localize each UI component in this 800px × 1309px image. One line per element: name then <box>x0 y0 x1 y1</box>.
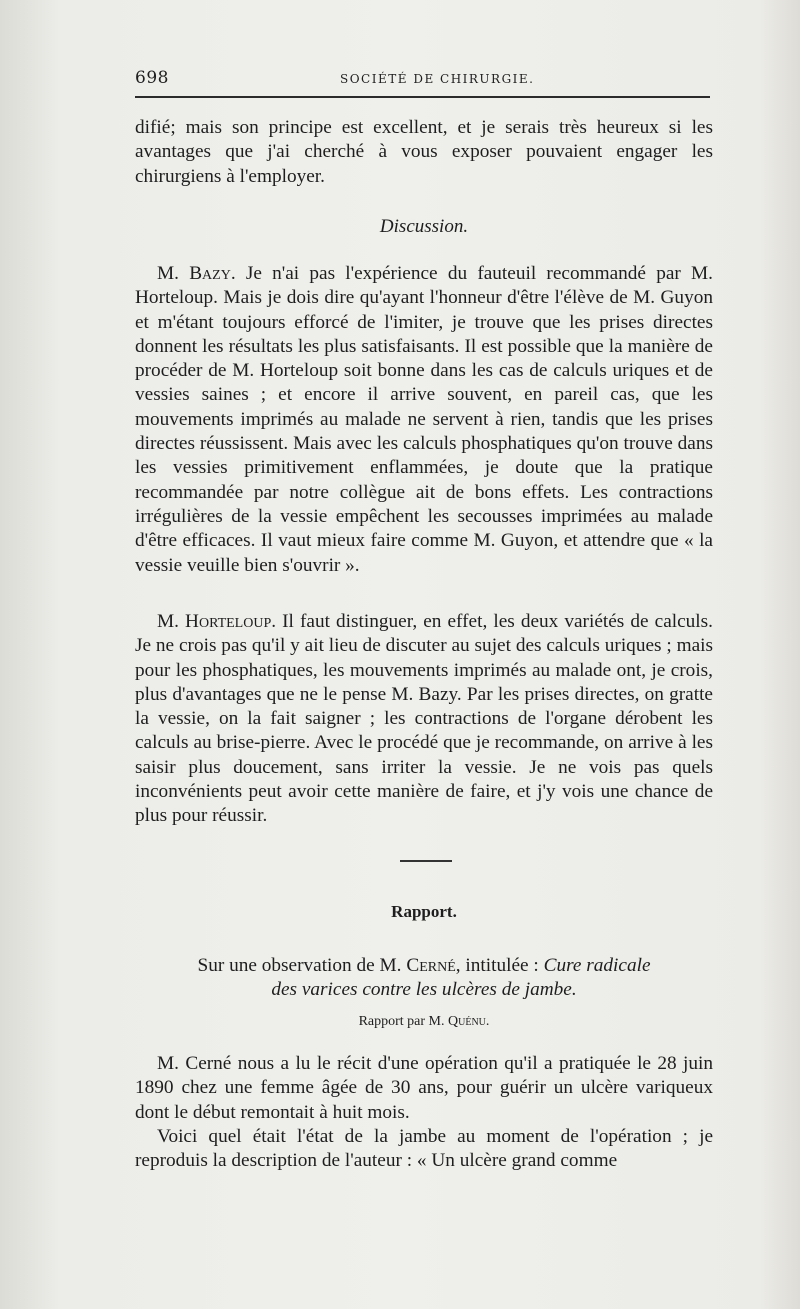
horteloup-paragraph <box>135 610 713 829</box>
byline-prefix: Rapport par M. <box>358 1014 449 1029</box>
continuation-paragraph <box>135 116 713 189</box>
horteloup-speaker: Horteloup <box>185 611 272 632</box>
byline-suffix: . <box>485 1014 490 1029</box>
page-header <box>135 68 710 92</box>
subtitle-prefix: Sur une observation de M. <box>197 955 407 976</box>
bazy-prefix: M. <box>157 263 190 284</box>
bazy-paragraph <box>135 262 713 578</box>
subtitle-italic-2: des varices contre les ulcères de jambe. <box>271 979 577 1000</box>
subtitle-author: Cerné <box>406 955 456 976</box>
rapport-paragraph-1: M. Cerné nous a lu le récit d'une opération qu'il a pratiquée le 28 juin 1890 chez une femme âgée de 30 ans, pour guérir un ulcère variqueux dont le début remontait à huit mois. <box>135 1053 713 1123</box>
rapport-subtitle <box>135 954 713 1002</box>
rapport-byline <box>135 1014 713 1030</box>
running-head: SOCIÉTÉ DE CHIRURGIE. <box>340 72 535 86</box>
header-rule <box>135 96 710 98</box>
horteloup-text: . Il faut distinguer, en effet, les deux variétés de calculs. Je ne crois pas qu'il y ait lieu de discuter au sujet des calculs uriques ; mais pour les phosphatiques, les mouvements imprimés au malade ont, je crois, plus d'avantages que ne le pense M. Bazy. Par les prises directes, on gratte la vessie, on la fait saigner ; les contractions de l'organe dérobent les calculs au brise-pierre. Avec le procédé que je recommande, on arrive à les saisir plus doucement, sans irriter la vessie. Je ne vois pas quels inconvénients peut avoir cette manière de faire, et j'y vois une chance de plus pour réussir. <box>135 611 713 827</box>
page-number: 698 <box>135 68 169 88</box>
horteloup-prefix: M. <box>157 611 186 632</box>
subtitle-mid: , intitulée : <box>455 955 544 976</box>
bazy-text: . Je n'ai pas l'expérience du fauteuil recommandé par M. Horteloup. Mais je dois dire qu'ayant l'honneur d'être l'élève de M. Guyon et m'étant toujours efforcé de l'imiter, je trouve que les prises directes donnent les résultats les plus satisfaisants. Il est possible que la manière de procéder de M. Horteloup soit bonne dans les cas de calculs uriques et de vessies saines ; et encore il arrive souvent, en pareil cas, que les mouvements imprimés au malade ne servent à rien, tandis que les prises directes réussissent. Mais avec les calculs phosphatiques qu'on trouve dans les vessies primitivement enflammées, je doute que la pratique recommandée par notre collègue ait de bons effets. Les contractions irrégulières de la vessie empêchent les secousses imprimées au malade d'être efficaces. Il vaut mieux faire comme M. Guyon, et attendre que « la vessie veuille bien s'ouvrir ». <box>135 263 713 576</box>
rapport-body <box>135 1052 713 1173</box>
rapport-paragraph-2: Voici quel était l'état de la jambe au moment de l'opération ; je reproduis la description de l'auteur : « Un ulcère grand comme <box>135 1125 713 1172</box>
discussion-title: Discussion. <box>379 216 469 237</box>
continuation-text: difié; mais son principe est excellent, et je serais très heureux si les avantages que j'ai cherché à vous exposer pouvaient engager les chirurgiens à l'employer. <box>135 117 713 187</box>
rapport-heading: Rapport. <box>391 902 457 921</box>
byline-name: Quénu <box>448 1014 486 1029</box>
section-divider <box>400 860 452 862</box>
bazy-speaker: Bazy <box>189 263 231 284</box>
subtitle-italic-1: Cure radicale <box>543 955 651 976</box>
